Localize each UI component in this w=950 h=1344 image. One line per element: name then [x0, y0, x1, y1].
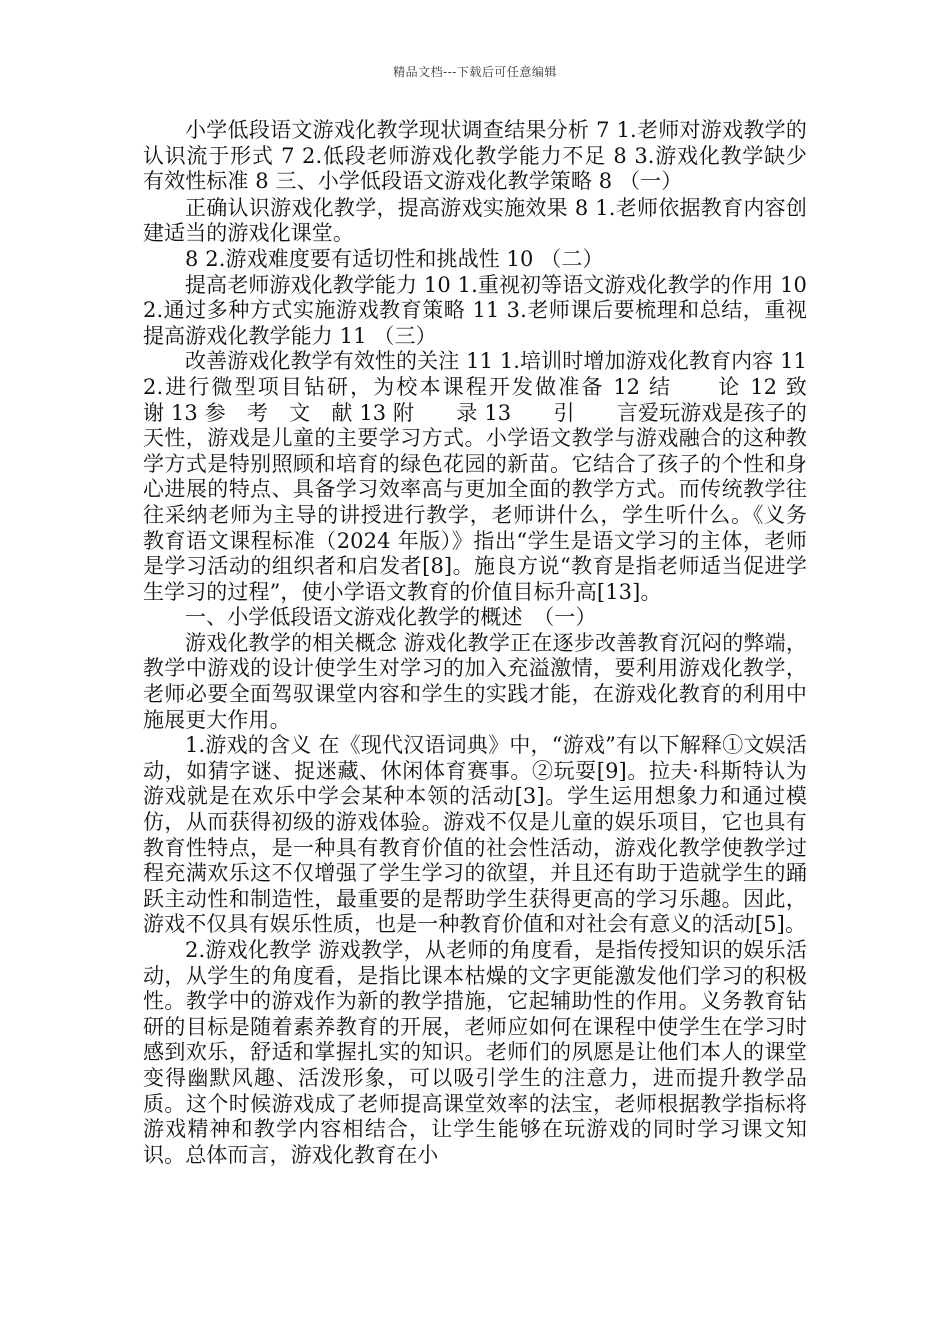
- paragraph-introduction: 改善游戏化教学有效性的关注 11 1.培训时增加游戏化教育内容 11 2.进行微型项目钻研，为校本课程开发做准备 12 结 论 12 致 谢 13 参 考 文 献 13 附 录 13 引 言爱玩游戏是孩子的天性，游戏是儿童的主要学习方式。小学语文教学与游戏融合的这种教学方式是特别照顾和培育的绿色花园的新苗。它结合了孩子的个性和身心进展的特点、具备学习效率高与更加全面的教学方式。而传统教学往往采纳老师为主导的讲授进行教学，老师讲什么，学生听什么。《义务教育语文课程标准（2024 年版）》指出“学生是语文学习的主体，老师是学习活动的组织者和启发者[8]。施良方说“教育是指老师适当促进学生学习的过程”，使小学语文教育的价值目标升高[13]。: [143, 349, 850, 604]
- document-body: [143, 118, 850, 1168]
- paragraph-toc-4: 提高老师游戏化教学能力 10 1.重视初等语文游戏化教学的作用 10 2.通过多种方式实施游戏教育策略 11 3.老师课后要梳理和总结，重视提高游戏化教学能力 11 （三）: [143, 272, 807, 348]
- paragraph-toc-3: 8 2.游戏难度要有适切性和挑战性 10 （二）: [185, 246, 604, 271]
- section-heading-overview: 一、小学低段语文游戏化教学的概述 （一）: [185, 605, 597, 630]
- paragraph-game-meaning: 1.游戏的含义 在《现代汉语词典》中，“游戏”有以下解释①文娱活动，如猜字谜、捉迷藏、休闲体育赛事。②玩耍[9]。拉夫·科斯特认为游戏就是在欢乐中学会某种本领的活动[3]。学生运用想象力和通过模仿，从而获得初级的游戏体验。游戏不仅是儿童的娱乐项目，它也具有教育性特点，是一种具有教育价值的社会性活动，游戏化教学使教学过程充满欢乐这不仅增强了学生学习的欲望，并且还有助于造就学生的踊跃主动性和制造性，最重要的是帮助学生获得更高的学习乐趣。因此，游戏不仅具有娱乐性质，也是一种教育价值和对社会有意义的活动[5]。: [143, 733, 807, 937]
- paragraph-gamified-teaching: 2.游戏化教学 游戏教学，从老师的角度看，是指传授知识的娱乐活动，从学生的角度看，是指比课本枯燥的文字更能激发他们学习的积极性。教学中的游戏作为新的教学措施，它起辅助性的作用。义务教育钻研的目标是随着素养教育的开展，老师应如何在课程中使学生在学习时感到欢乐，舒适和掌握扎实的知识。老师们的夙愿是让他们本人的课堂变得幽默风趣、活泼形象，可以吸引学生的注意力，进而提升教学品质。这个时候游戏成了老师提高课堂效率的法宝，老师根据教学指标将游戏精神和教学内容相结合，让学生能够在玩游戏的同时学习课文知识。总体而言，游戏化教育在小: [143, 938, 807, 1167]
- paragraph-toc-2: 正确认识游戏化教学，提高游戏实施效果 8 1.老师依据教育内容创建适当的游戏化课堂。: [143, 195, 807, 246]
- page-header: 精品文档---下载后可任意编辑: [393, 65, 557, 79]
- paragraph-toc-1: 小学低段语文游戏化教学现状调查结果分析 7 1.老师对游戏教学的认识流于形式 7 2.低段老师游戏化教学能力不足 8 3.游戏化教学缺少有效性标准 8 三、小学低段语文游戏化教学策略 8 （一）: [143, 118, 807, 194]
- paragraph-concepts: 游戏化教学的相关概念 游戏化教学正在逐步改善教育沉闷的弊端，教学中游戏的设计使学生对学习的加入充溢激情，要利用游戏化教学，老师必要全面驾驭课堂内容和学生的实践才能，在游戏化教育的利用中施展更大作用。: [143, 630, 807, 732]
